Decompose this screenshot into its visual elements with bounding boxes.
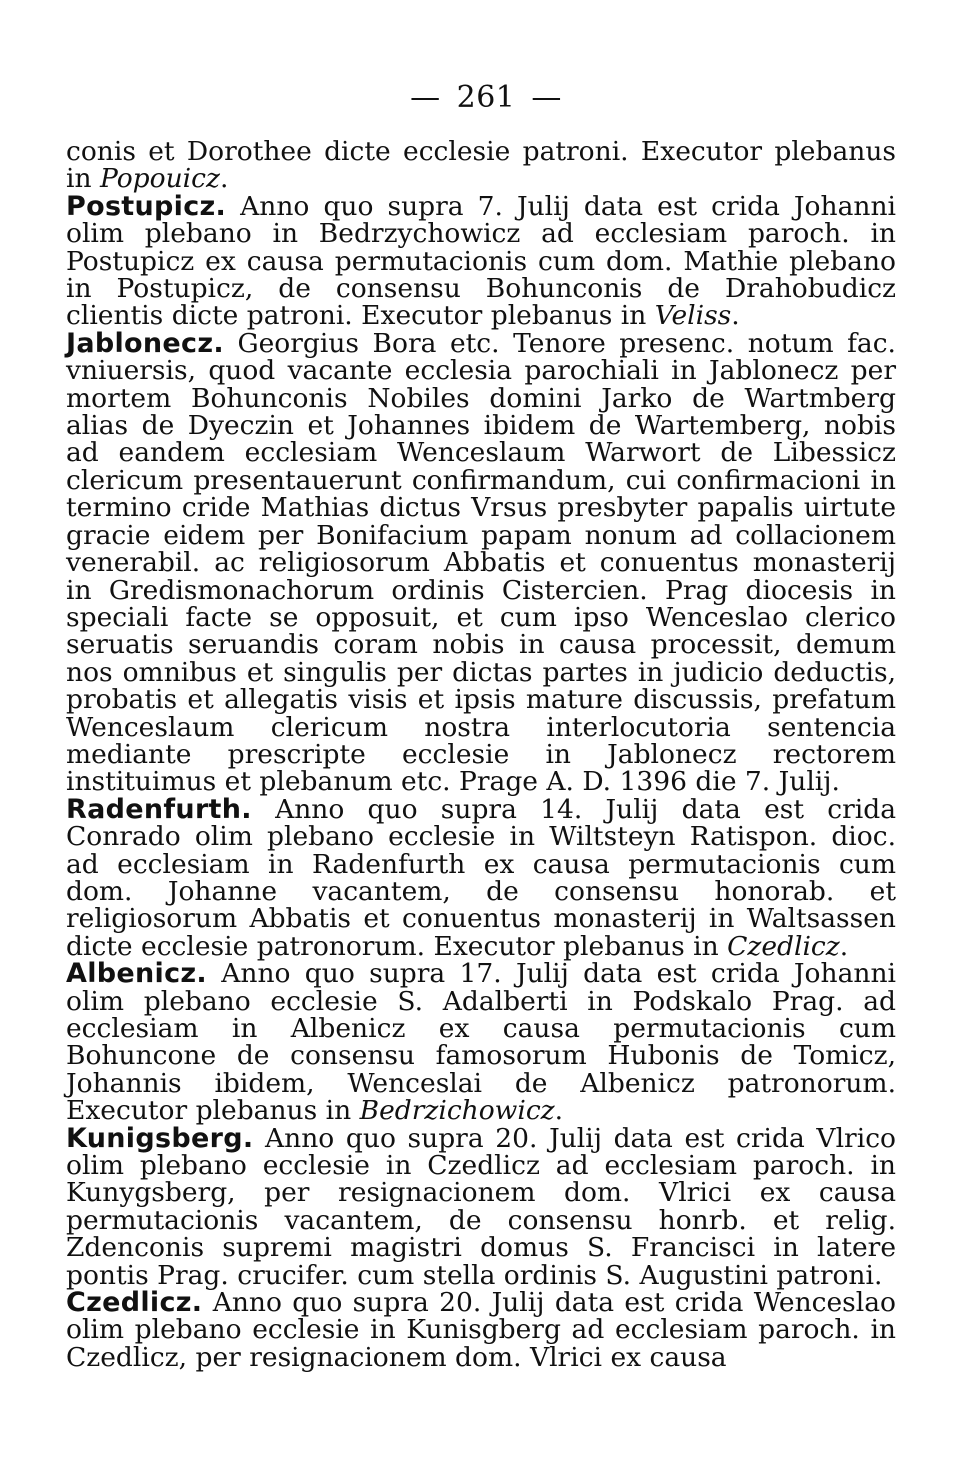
entry-text: . bbox=[839, 930, 849, 962]
entry-text: Georgius Bora etc. Tenore presenc. notum fac. vniuersis, quod vacante ecclesia parochiali in Jablonecz per mortem Bohunconis Nobiles domini Jarko de Wartmberg alias de Dyeczin et Johannes ibidem de Wartemberg, nobis ad eandem ecclesiam Wenceslaum Warwort de Libessicz clericum presentauerunt confirmandum, cui confirmacioni in termino cride Mathias dictus Vrsus presbyter papalis uirtute gracie eidem per Bonifacium papam nonum ad collacionem venerabil. ac religiosorum Abbatis et conuentus monasterij in Gredismonachorum ordinis Cistercien. Prag diocesis in speciali facte se opposuit, et cum ipso Wenceslao clerico seruatis seruandis coram nobis in causa processit, demum nos omnibus et singulis per dictas partes in judicio deductis, probatis et allegatis visis et ipsis mature discussis, prefatum Wenceslaum clericum nostra interlocutoria sentencia mediante prescripte ecclesie in Jablonecz rectorem instituimus et plebanum etc. Prage A. D. 1396 die 7. Julij. bbox=[66, 327, 896, 798]
entry-text: Anno quo supra 20. Julij data est crida Wenceslao olim plebano ecclesie in Kunisgberg ad ecclesiam paroch. in Czedlicz, per resignacionem dom. Vlrici ex causa bbox=[66, 1287, 896, 1373]
page-number-dash-right: — bbox=[531, 80, 562, 115]
document-page bbox=[66, 78, 896, 1371]
entry-text: conis et Dorothee dicte ecclesie patroni. Executor plebanus in bbox=[66, 136, 896, 195]
entry-heading: Czedlicz. bbox=[66, 1287, 203, 1319]
entry-heading: Kunigsberg. bbox=[66, 1122, 254, 1154]
entry-text: . bbox=[219, 163, 229, 195]
entry-text: Anno quo supra 20. Julij data est crida Vlrico olim plebano ecclesie in Czedlicz ad ecclesiam paroch. in Kunygsberg, per resignacionem dom. Vlrici ex causa permutacionis vacantem, de consensu honrb. et relig. Zdenconis supremi magistri domus S. Francisci in latere pontis Prag. crucifer. cum stella ordinis S. Augustini patroni. bbox=[66, 1122, 896, 1291]
register-entry bbox=[66, 138, 896, 193]
entry-heading: Radenfurth. bbox=[66, 793, 252, 825]
register-entry bbox=[66, 1289, 896, 1371]
entry-text: Anno quo supra 17. Julij data est crida Johanni olim plebano ecclesie S. Adalberti in Podskalo Prag. ad ecclesiam in Albenicz ex causa permutacionis cum Bohuncone de consensu famosorum Hubonis de Tomicz, Johannis ibidem, Wenceslai de Albenicz patronorum. Executor plebanus in bbox=[66, 958, 896, 1127]
entry-text: . bbox=[731, 300, 740, 332]
entry-heading: Albenicz. bbox=[66, 958, 207, 990]
entry-text: Anno quo supra 7. Julij data est crida Johanni olim plebano in Bedrzychowicz ad ecclesiam paroch. in Postupicz ex causa permutacionis cum dom. Mathie plebano in Postupicz, de consensu Bohunconis de Drahobudicz clientis dicte patroni. Executor plebanus in bbox=[66, 190, 896, 332]
register-entry bbox=[66, 958, 896, 1127]
entry-place-name: Bedrzichowicz bbox=[359, 1095, 555, 1127]
page-number-dash-left: — bbox=[410, 80, 441, 115]
entry-place-name: Czedlicz bbox=[727, 930, 840, 962]
entry-heading: Jablonecz. bbox=[66, 327, 224, 359]
entry-place-name: Popouicz bbox=[99, 163, 220, 195]
page-number: 261 bbox=[456, 80, 516, 115]
document-body bbox=[66, 138, 896, 1371]
entry-text: Anno quo supra 14. Julij data est crida Conrado olim plebano ecclesie in Wiltsteyn Ratispon. dioc. ad ecclesiam in Radenfurth ex causa permutacionis cum dom. Johanne vacantem, de consensu honorab. et religiosorum Abbatis et conuentus monasterij in Waltsassen dicte ecclesie patronorum. Executor plebanus in bbox=[66, 793, 896, 962]
register-entry bbox=[66, 1122, 896, 1291]
register-entry bbox=[66, 190, 896, 332]
register-entry bbox=[66, 793, 896, 962]
register-entry bbox=[66, 327, 896, 798]
entry-text: . bbox=[554, 1095, 564, 1127]
entry-place-name: Veliss bbox=[654, 300, 732, 332]
page-number-header bbox=[76, 78, 896, 118]
entry-heading: Postupicz. bbox=[66, 190, 227, 222]
